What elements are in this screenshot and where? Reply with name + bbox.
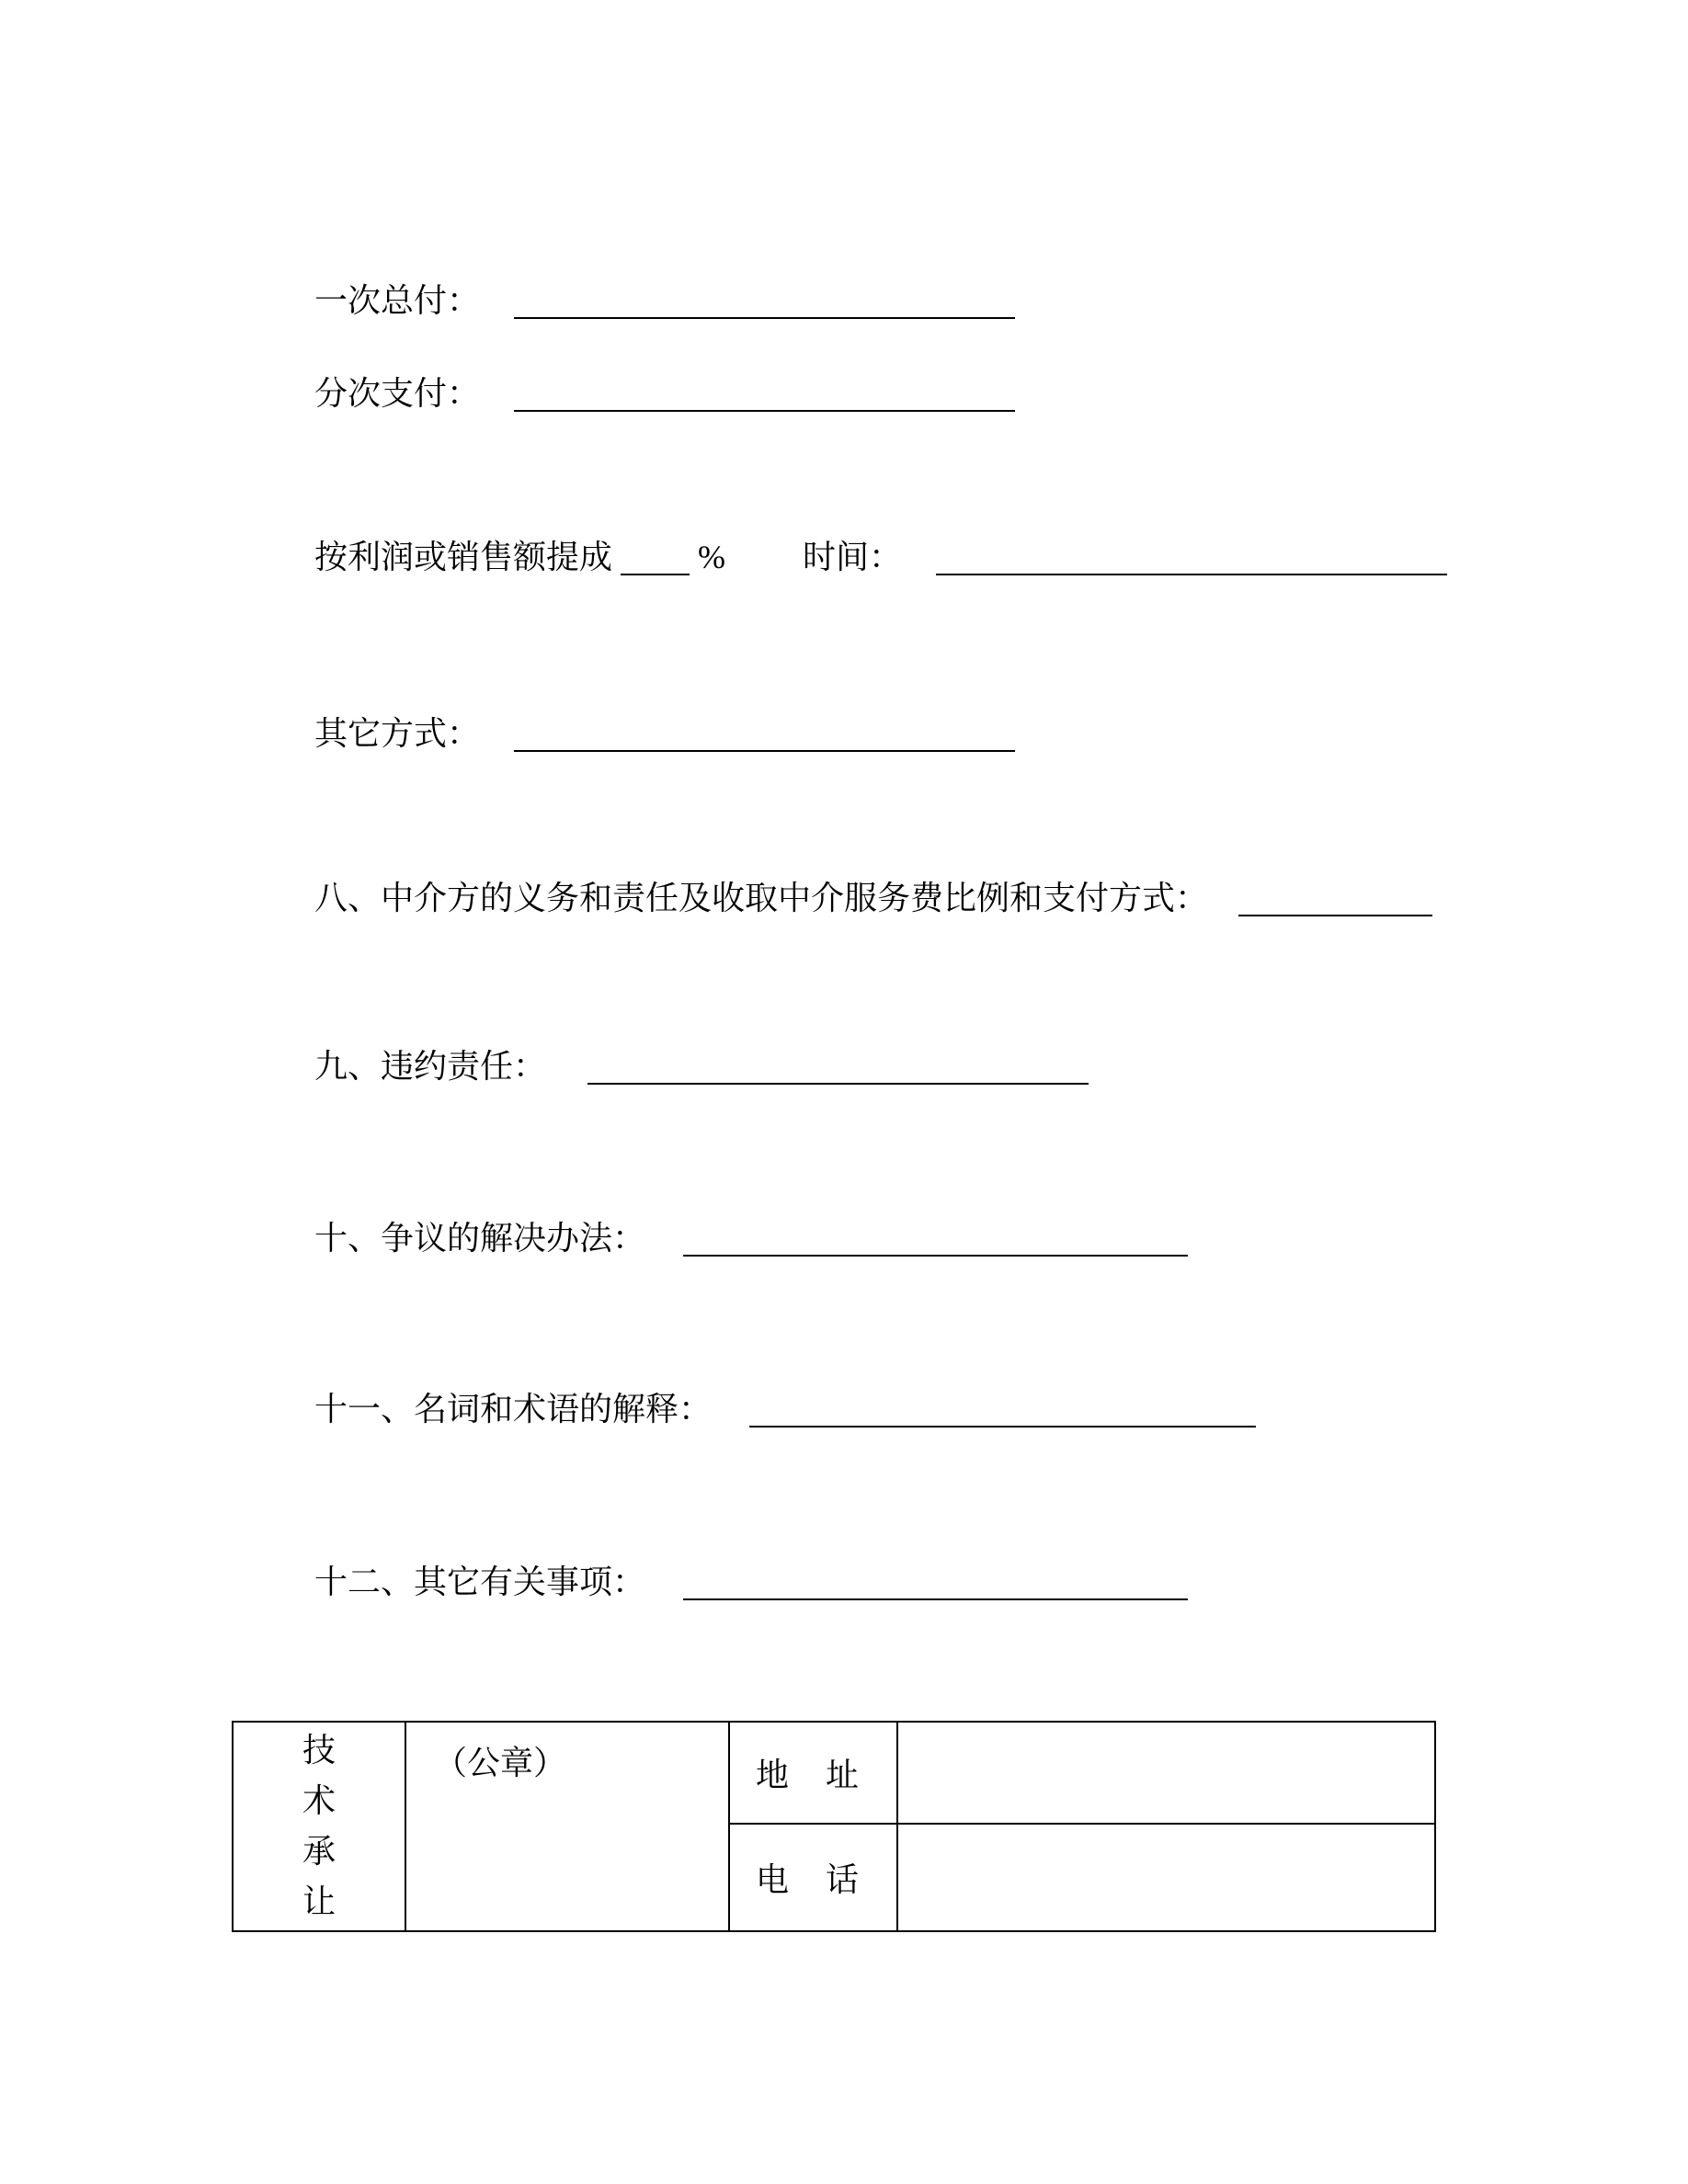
section-8-line: [314, 880, 1432, 916]
section-9-label: 九、违约责任：: [314, 1048, 547, 1085]
payment-installment-blank[interactable]: [514, 381, 1015, 412]
payment-once-blank[interactable]: [514, 288, 1015, 319]
commission-time-blank[interactable]: [936, 544, 1447, 575]
commission-label: 按利润或销售额提成: [314, 539, 613, 575]
section-11-label: 十一、名词和术语的解释：: [314, 1391, 713, 1428]
section-12-blank[interactable]: [683, 1569, 1188, 1600]
phone-label: 电 话: [756, 1861, 861, 1898]
phone-value-cell[interactable]: [897, 1824, 1435, 1931]
address-label: 地 址: [756, 1757, 861, 1793]
section-10-blank[interactable]: [683, 1225, 1188, 1257]
payment-installment-label: 分次支付：: [314, 375, 481, 412]
section-9-blank[interactable]: [587, 1053, 1089, 1085]
commission-percent-blank[interactable]: [621, 544, 690, 575]
section-11-line: [314, 1391, 1256, 1428]
signature-table: [232, 1721, 1436, 1932]
party-label: 技术承让: [302, 1732, 336, 1920]
other-method-blank[interactable]: [514, 721, 1015, 752]
other-method-line: [314, 715, 1015, 752]
section-9-line: [314, 1048, 1089, 1085]
section-10-line: [314, 1220, 1188, 1257]
section-8-label: 八、中介方的义务和责任及收取中介服务费比例和支付方式：: [314, 880, 1209, 916]
party-cell: [233, 1722, 405, 1931]
phone-label-cell: [729, 1824, 897, 1931]
payment-installment-line: [314, 375, 1015, 412]
address-label-cell: [729, 1722, 897, 1824]
payment-once-line: [314, 282, 1015, 319]
section-12-label: 十二、其它有关事项：: [314, 1564, 646, 1600]
payment-once-label: 一次总付：: [314, 282, 481, 319]
commission-time-label: 时间：: [803, 539, 903, 575]
table-row: [233, 1722, 1435, 1824]
address-value-cell[interactable]: [897, 1722, 1435, 1824]
commission-line: [314, 539, 1447, 575]
section-8-blank[interactable]: [1238, 885, 1432, 916]
section-10-label: 十、争议的解决办法：: [314, 1220, 646, 1257]
seal-cell: [405, 1722, 729, 1931]
section-11-blank[interactable]: [749, 1396, 1256, 1428]
section-12-line: [314, 1564, 1188, 1600]
other-method-label: 其它方式：: [314, 715, 481, 752]
percent-sign: %: [698, 539, 726, 575]
seal-label: （公章）: [434, 1745, 567, 1781]
